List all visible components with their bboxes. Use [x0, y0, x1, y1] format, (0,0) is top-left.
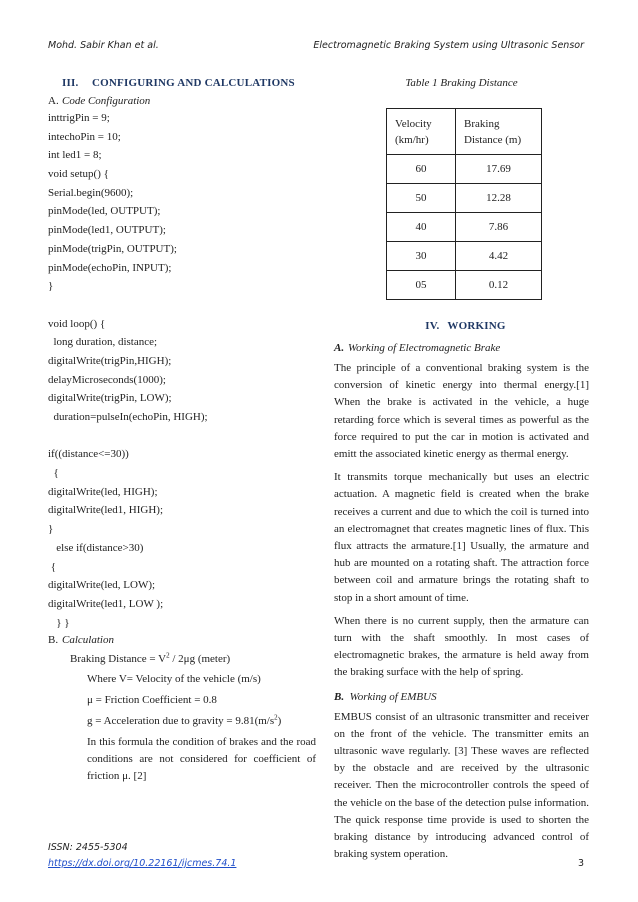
code-line: digitalWrite(led, LOW);: [48, 579, 156, 592]
code-line: [48, 427, 316, 446]
code-line: digitalWrite(trigPin, LOW);: [48, 392, 172, 405]
subsection-heading-code: [48, 95, 316, 107]
code-line: void setup() {: [48, 168, 109, 181]
section-number: III.: [62, 77, 79, 89]
right-column: [334, 77, 589, 863]
code-line: }: [48, 280, 54, 293]
code-line: intechoPin = 10;: [48, 130, 121, 143]
code-line: digitalWrite(led1, HIGH);: [48, 504, 164, 517]
subsection-heading-embus: [334, 691, 589, 703]
table-header-velocity: Velocity (km/hr): [387, 109, 456, 155]
subsection-letter: B.: [334, 690, 345, 703]
code-line: {: [48, 467, 59, 480]
table-header-row: [387, 109, 542, 155]
paragraph: The principle of a conventional braking system is the conversion of kinetic energy into thermal energy.[1] When the brake is activated in the vehicle, a huge retarding force which is several times as powerful as the force required to put the car in motion is activated and emitt the associated kinetic energy as thermal energy.: [334, 362, 589, 461]
code-line: pinMode(led1, OUTPUT);: [48, 224, 166, 237]
table-row: [387, 242, 542, 271]
code-line: Serial.begin(9600);: [48, 186, 134, 199]
velocity-definition: Where V= Velocity of the vehicle (m/s): [87, 673, 261, 686]
code-line: pinMode(echoPin, INPUT);: [48, 261, 172, 274]
running-header-title: Electromagnetic Braking System using Ultrasonic Sensor: [313, 40, 584, 51]
subsection-letter: A.: [48, 95, 59, 107]
code-line: inttrigPin = 9;: [48, 112, 110, 124]
code-line: void loop() {: [48, 317, 106, 330]
subsection-title: Working of Electromagnetic Brake: [348, 342, 501, 354]
distance-cell: 4.42: [456, 242, 542, 271]
table-row: [387, 213, 542, 242]
braking-distance-table: [386, 108, 542, 300]
code-line: long duration, distance;: [48, 336, 158, 349]
code-line: digitalWrite(led1, LOW );: [48, 597, 164, 610]
table-header-distance: Braking Distance (m): [456, 109, 542, 155]
subsection-title: Code Configuration: [62, 95, 151, 107]
code-listing: [48, 109, 316, 632]
table-caption: Table 1 Braking Distance: [405, 77, 518, 89]
table-row: [387, 155, 542, 184]
formula-note: In this formula the condition of brakes and the road conditions are not considered for coefficient of friction μ. [2]: [87, 736, 316, 783]
left-column: [48, 77, 316, 785]
code-line: pinMode(led, OUTPUT);: [48, 205, 161, 218]
code-line: digitalWrite(led, HIGH);: [48, 485, 158, 498]
code-line: delayMicroseconds(1000);: [48, 373, 166, 386]
velocity-cell: 50: [387, 184, 456, 213]
section-title: WORKING: [447, 320, 506, 332]
subsection-title: Calculation: [62, 634, 114, 647]
code-line: else if(distance>30): [48, 541, 144, 554]
footer-doi-link[interactable]: https://dx.doi.org/10.22161/ijcmes.74.1: [48, 858, 237, 869]
section-number: IV.: [425, 320, 440, 332]
footer-issn: ISSN: 2455-5304: [48, 842, 128, 853]
code-line: [48, 296, 316, 315]
subsection-heading-electromagnetic-brake: [334, 342, 589, 354]
page-number: 3: [577, 858, 584, 869]
table-row: [387, 271, 542, 300]
table-row: [387, 184, 542, 213]
running-header-author: Mohd. Sabir Khan et al.: [48, 40, 159, 51]
gravity-definition: g = Acceleration due to gravity = $9.81(m/s^2)$: [87, 713, 282, 728]
distance-cell: 7.86: [456, 213, 542, 242]
code-line: pinMode(trigPin, OUTPUT);: [48, 242, 177, 255]
code-line: }: [48, 523, 54, 536]
velocity-cell: 30: [387, 242, 456, 271]
code-line: } }: [48, 616, 70, 629]
code-line: {: [48, 560, 57, 573]
code-line: int led1 = 8;: [48, 149, 102, 162]
friction-definition: μ = Friction Coefficient = 0.8: [87, 694, 217, 707]
paragraph: It transmits torque mechanically but uses an electric actuation. A magnetic field is created when the brake receives a current and due to which the coil is turned into an electromagnet that creates magnetic lines of flux. This flux attracts the armature.[1] Usually, the armature and hub are mounted on a rotating shaft. The attraction force between coil and armature brings the rotating shaft to stop in a short amount of time.: [334, 471, 589, 604]
subsection-heading-calculation: [48, 634, 316, 646]
subsection-title: Working of EMBUS: [349, 690, 437, 703]
distance-cell: 12.28: [456, 184, 542, 213]
code-line: duration=pulseIn(echoPin, HIGH);: [48, 411, 208, 423]
paragraph: When there is no current supply, then the armature can turn with the shaft smoothly. In most cases of electromagnetic brakes, the armature is held away from the braking surface with the help of spring.: [334, 614, 589, 679]
section-heading-working: [334, 320, 589, 332]
subsection-letter: B.: [48, 634, 59, 647]
section-title: CONFIGURING AND CALCULATIONS: [92, 77, 295, 89]
velocity-cell: 60: [387, 155, 456, 184]
braking-distance-formula: Braking Distance = $V^2 / 2\mu g$ (meter): [70, 651, 231, 666]
code-line: if((distance<=30)): [48, 448, 129, 461]
code-line: digitalWrite(trigPin,HIGH);: [48, 354, 172, 367]
section-heading-configuring: [48, 77, 316, 89]
distance-cell: 0.12: [456, 271, 542, 300]
subsection-letter: A.: [334, 342, 345, 354]
distance-cell: 17.69: [456, 155, 542, 184]
paragraph: EMBUS consist of an ultrasonic transmitter and receiver on the front of the vehicle. The transmitter emits an ultrasonic wave regularly. [3] These waves are reflected by the obstacle and are received by the ultrasonic receiver. Then the microcontroller controls the speed of the vehicle on the base of the detection pulse information. The quick response time provide is used to shorten the braking distance by introducing advanced control of braking system operation.: [334, 710, 589, 861]
velocity-cell: 05: [387, 271, 456, 300]
velocity-cell: 40: [387, 213, 456, 242]
